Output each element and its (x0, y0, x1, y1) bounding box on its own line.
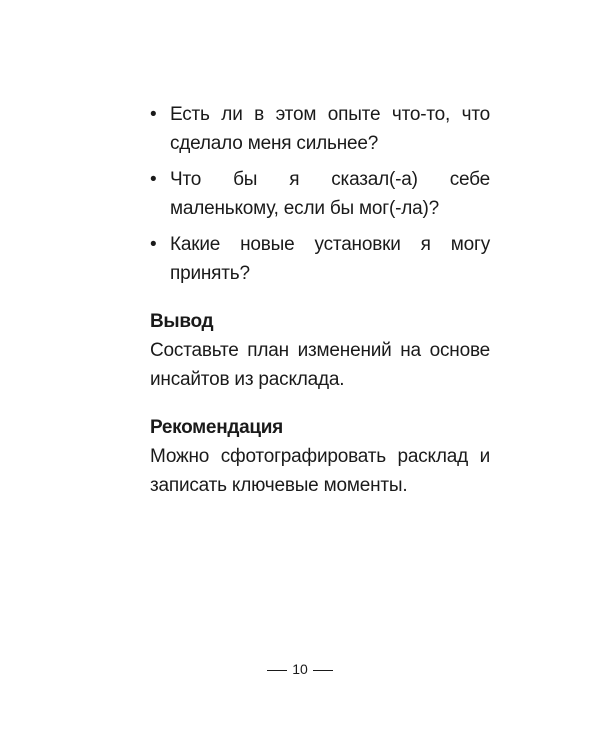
conclusion-heading: Вывод (150, 311, 214, 332)
bullet-icon: • (150, 234, 157, 255)
footer-dash-right (313, 670, 333, 671)
list-item (150, 100, 490, 158)
footer-dash-left (267, 670, 287, 671)
page-footer (0, 660, 600, 678)
list-item (150, 230, 490, 288)
page-number: 10 (292, 661, 308, 677)
conclusion-section (150, 307, 490, 394)
question-list (150, 100, 490, 288)
conclusion-body: Составьте план изменений на основе инсайтов из расклада. (150, 340, 490, 390)
page-content (150, 100, 490, 500)
list-item-text: Какие новые установки я могу принять? (170, 234, 490, 284)
list-item-text: Есть ли в этом опыте что-то, что сделало меня сильнее? (170, 104, 490, 154)
list-item-text: Что бы я сказал(-а) себе маленькому, если бы мог(-ла)? (170, 169, 490, 219)
bullet-icon: • (150, 169, 157, 190)
recommendation-heading: Рекомендация (150, 417, 283, 438)
recommendation-body: Можно сфотографировать расклад и записать ключевые моменты. (150, 446, 490, 496)
recommendation-section (150, 413, 490, 500)
list-item (150, 165, 490, 223)
bullet-icon: • (150, 104, 157, 125)
